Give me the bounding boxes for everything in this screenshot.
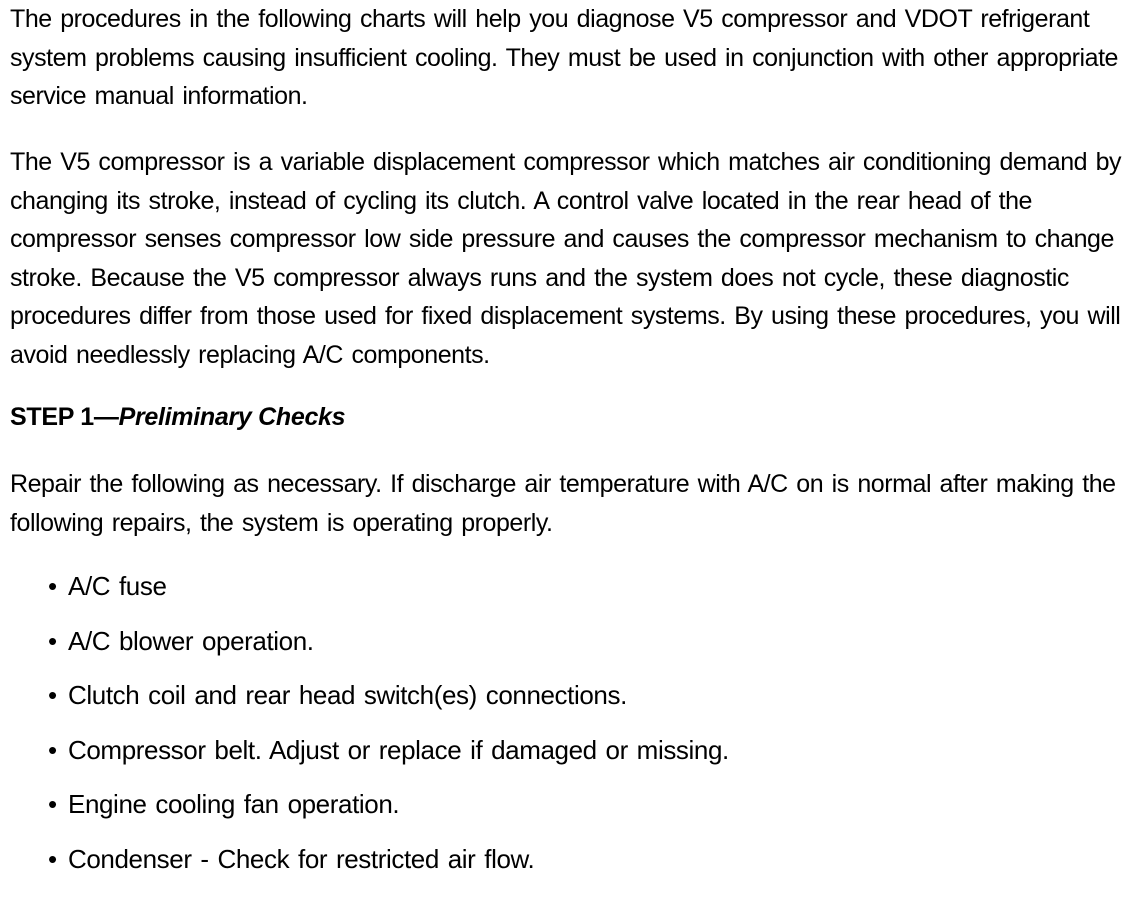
checklist-item (48, 626, 729, 681)
checklist-item-text: Engine cooling fan operation. (68, 789, 399, 819)
bullet-icon: • (48, 789, 68, 819)
checklist-item-text: Clutch coil and rear head switch(es) connections. (68, 680, 627, 710)
step-title: Preliminary Checks (119, 403, 346, 431)
checklist-item-text: A/C blower operation. (68, 626, 314, 656)
step-heading (10, 398, 345, 437)
compressor-description-paragraph: The V5 compressor is a variable displacement compressor which matches air conditioning demand by changing its stroke, instead of cycling its clutch. A control valve located in the rear head of the compressor senses compressor low side pressure and causes the compressor mechanism to change stroke. Because the V5 compressor always runs and the system does not cycle, these diagnostic procedures differ from those used for fixed displacement systems. By using these procedures, you will avoid needlessly replacing A/C components. (10, 143, 1128, 374)
checklist-item (48, 735, 729, 790)
bullet-icon: • (48, 735, 68, 765)
checklist-item (48, 844, 729, 898)
bullet-icon: • (48, 680, 68, 710)
checklist-item (48, 571, 729, 626)
bullet-icon: • (48, 844, 68, 874)
checklist-item-text: A/C fuse (68, 571, 167, 601)
intro-paragraph: The procedures in the following charts will help you diagnose V5 compressor and VDOT refrigerant system problems causing insufficient cooling. They must be used in conjunction with other appropriate service manual information. (10, 0, 1128, 116)
repair-instructions-paragraph: Repair the following as necessary. If discharge air temperature with A/C on is normal after making the following repairs, the system is operating properly. (10, 465, 1128, 542)
checklist-item-text: Compressor belt. Adjust or replace if damaged or missing. (68, 735, 729, 765)
bullet-icon: • (48, 626, 68, 656)
checklist-item-text: Condenser - Check for restricted air flow. (68, 844, 534, 874)
checklist-item (48, 680, 729, 735)
bullet-icon: • (48, 571, 68, 601)
preliminary-checklist (48, 571, 729, 898)
step-label: STEP 1— (10, 403, 119, 431)
checklist-item (48, 789, 729, 844)
